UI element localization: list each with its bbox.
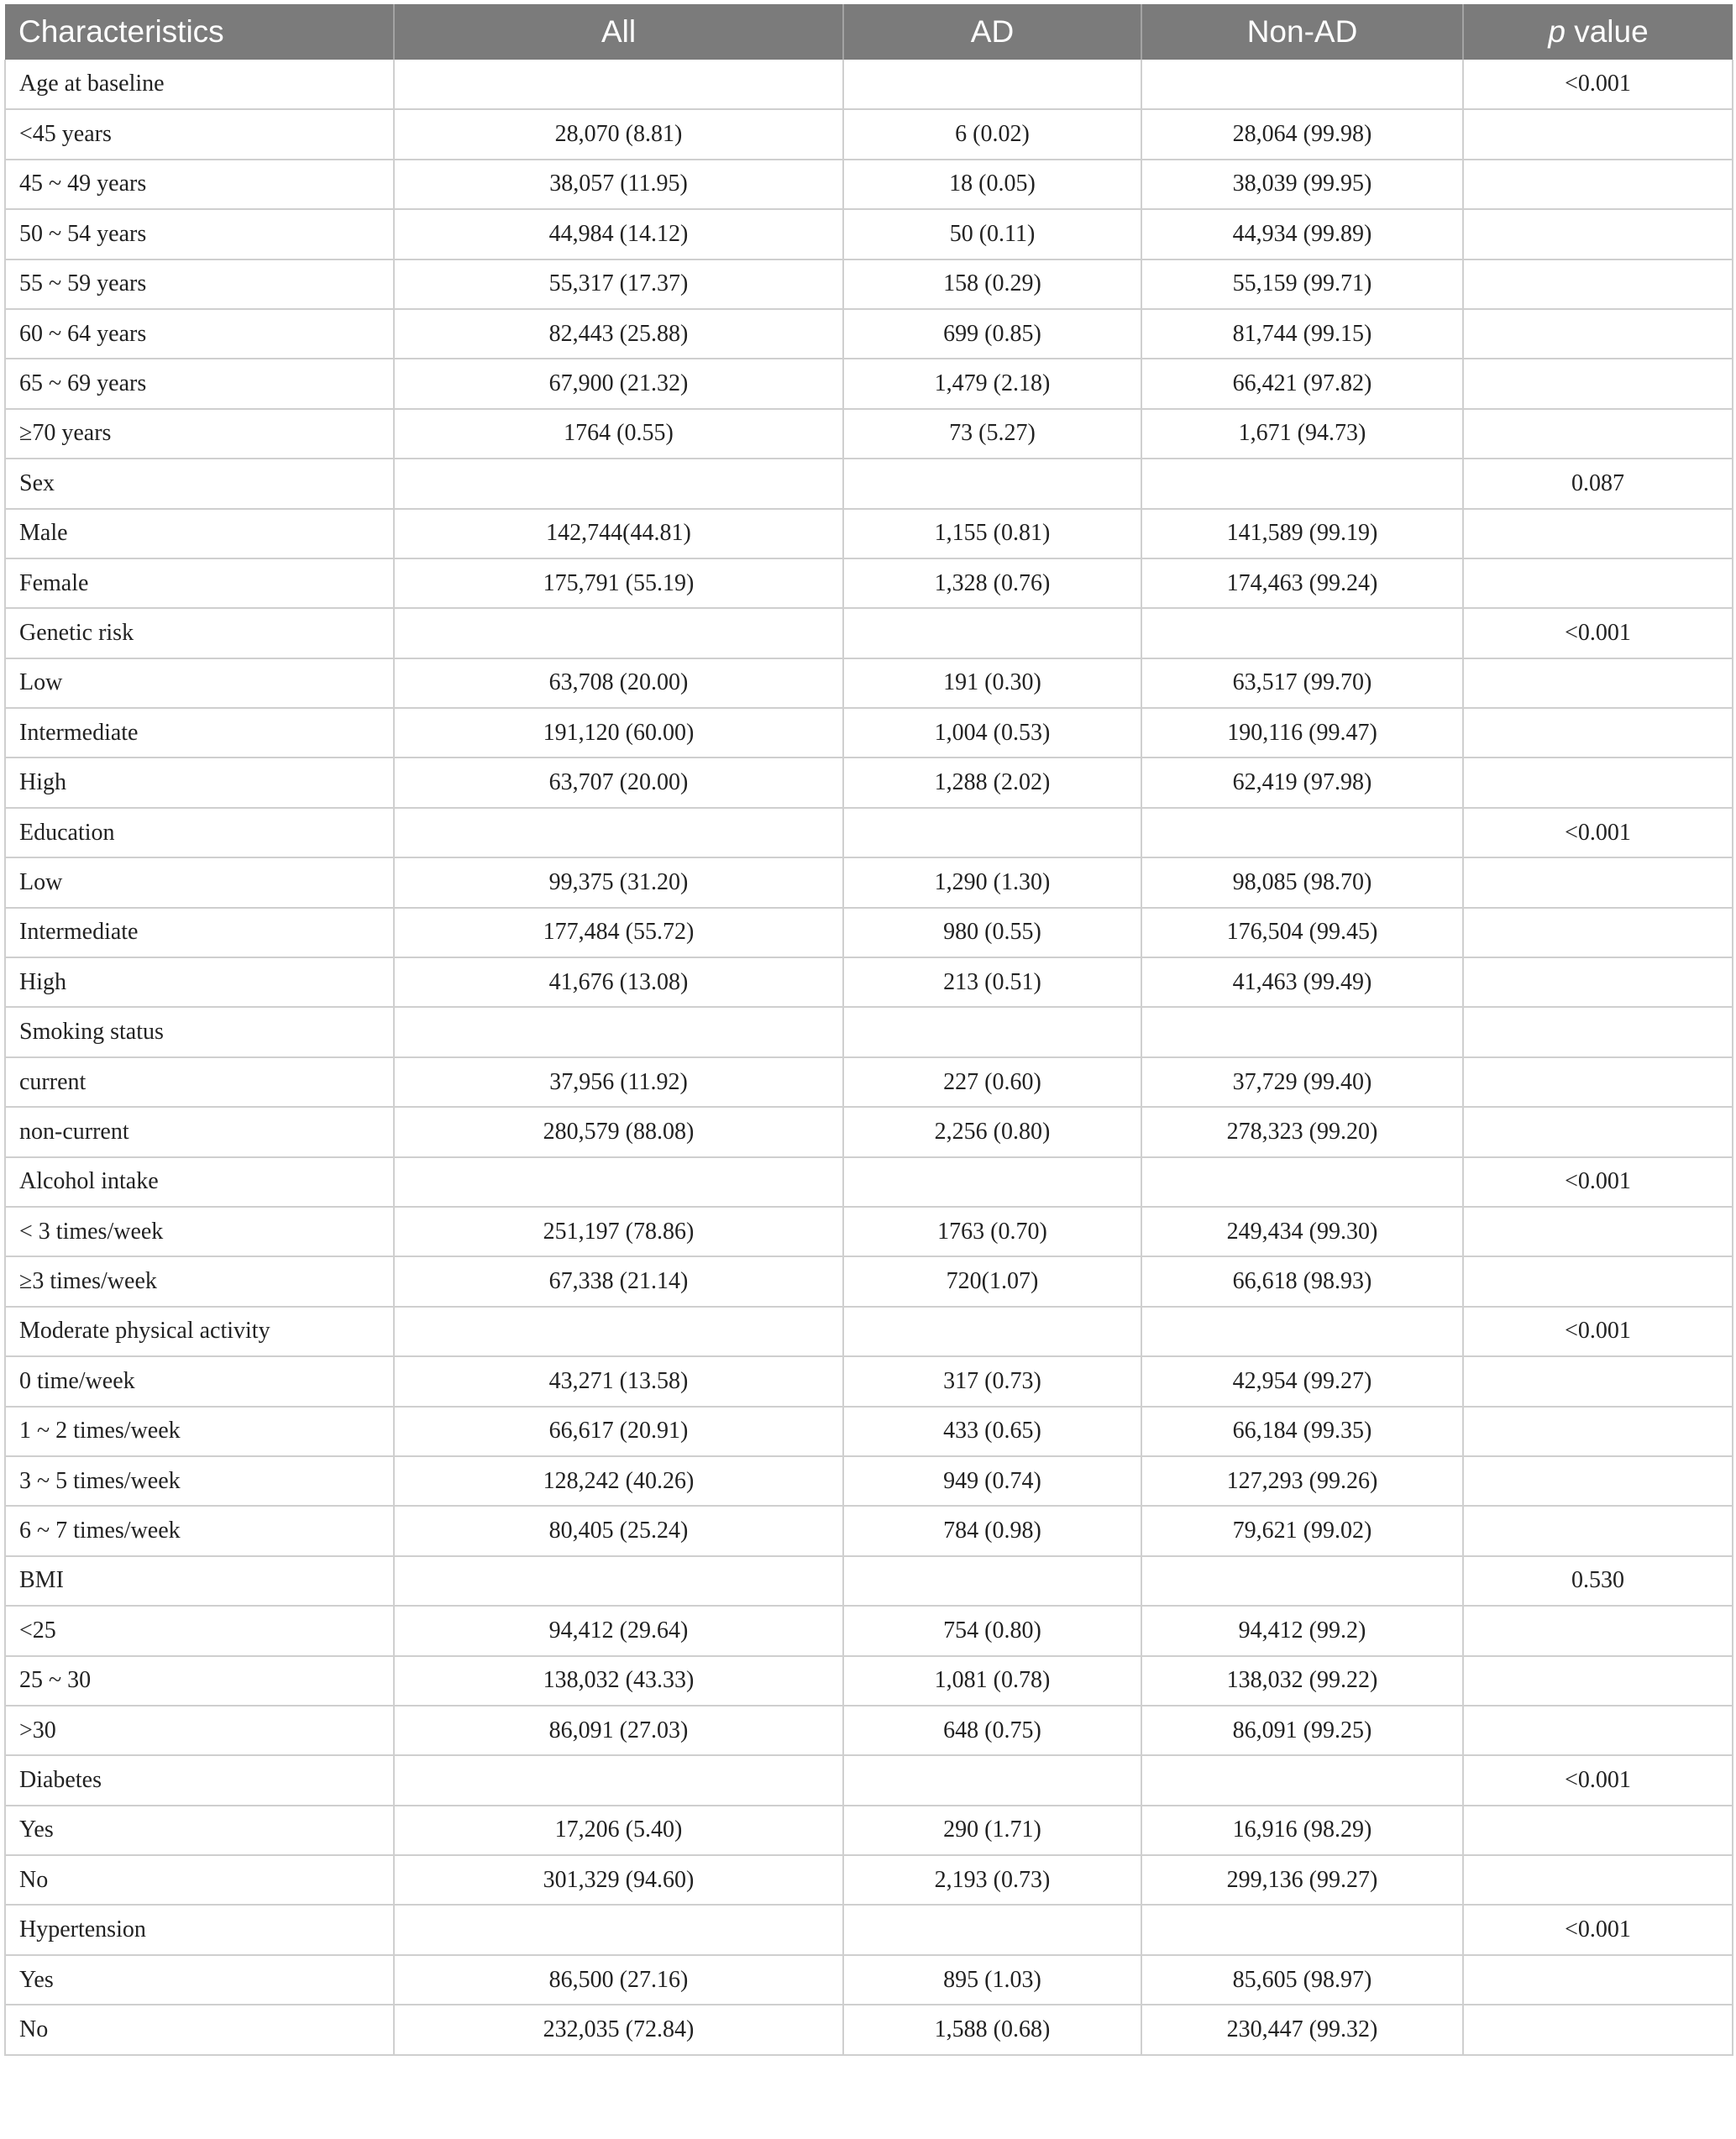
cell-non-ad: 79,621 (99.02) — [1141, 1506, 1463, 1555]
header-all: All — [394, 4, 843, 60]
cell-characteristic: Sex — [5, 459, 394, 508]
header-p-italic: p — [1548, 14, 1566, 49]
table-row — [5, 908, 1733, 957]
cell-ad — [843, 1157, 1141, 1207]
cell-ad: 433 (0.65) — [843, 1407, 1141, 1456]
cell-non-ad: 138,032 (99.22) — [1141, 1656, 1463, 1706]
table-row — [5, 1905, 1733, 1954]
cell-characteristic: <25 — [5, 1606, 394, 1655]
table-row — [5, 1606, 1733, 1655]
cell-all: 1764 (0.55) — [394, 409, 843, 459]
table-row — [5, 1307, 1733, 1356]
table-row — [5, 758, 1733, 807]
cell-ad: 895 (1.03) — [843, 1955, 1141, 2005]
cell-non-ad: 249,434 (99.30) — [1141, 1207, 1463, 1256]
table-body — [5, 60, 1733, 2055]
cell-characteristic: Low — [5, 857, 394, 907]
table-row — [5, 2005, 1733, 2054]
cell-p-value: <0.001 — [1463, 808, 1733, 857]
cell-characteristic: < 3 times/week — [5, 1207, 394, 1256]
cell-characteristic: <45 years — [5, 109, 394, 159]
cell-ad: 158 (0.29) — [843, 260, 1141, 309]
cell-all: 142,744(44.81) — [394, 509, 843, 558]
table-row — [5, 1556, 1733, 1606]
cell-p-value: <0.001 — [1463, 1755, 1733, 1805]
cell-p-value: <0.001 — [1463, 1905, 1733, 1954]
cell-characteristic: current — [5, 1057, 394, 1107]
table-header — [5, 4, 1733, 60]
table-row — [5, 1157, 1733, 1207]
cell-all: 63,708 (20.00) — [394, 658, 843, 708]
table-row — [5, 1407, 1733, 1456]
cell-ad: 213 (0.51) — [843, 957, 1141, 1007]
cell-ad — [843, 459, 1141, 508]
cell-p-value — [1463, 558, 1733, 608]
cell-p-value — [1463, 758, 1733, 807]
cell-p-value — [1463, 1506, 1733, 1555]
cell-all — [394, 1157, 843, 1207]
cell-characteristic: Diabetes — [5, 1755, 394, 1805]
cell-all: 251,197 (78.86) — [394, 1207, 843, 1256]
cell-all: 82,443 (25.88) — [394, 309, 843, 359]
cell-non-ad: 86,091 (99.25) — [1141, 1706, 1463, 1755]
cell-all — [394, 1556, 843, 1606]
cell-ad: 754 (0.80) — [843, 1606, 1141, 1655]
cell-non-ad: 55,159 (99.71) — [1141, 260, 1463, 309]
cell-characteristic: Hypertension — [5, 1905, 394, 1954]
header-value-text: value — [1565, 14, 1649, 49]
cell-characteristic: Genetic risk — [5, 608, 394, 658]
cell-non-ad: 98,085 (98.70) — [1141, 857, 1463, 907]
cell-all — [394, 1905, 843, 1954]
cell-p-value — [1463, 409, 1733, 459]
cell-non-ad — [1141, 1307, 1463, 1356]
cell-ad: 50 (0.11) — [843, 209, 1141, 259]
cell-p-value — [1463, 160, 1733, 209]
cell-ad: 1,004 (0.53) — [843, 708, 1141, 758]
cell-ad: 720(1.07) — [843, 1256, 1141, 1306]
cell-all: 94,412 (29.64) — [394, 1606, 843, 1655]
cell-p-value — [1463, 1606, 1733, 1655]
cell-non-ad — [1141, 1556, 1463, 1606]
cell-all: 67,900 (21.32) — [394, 359, 843, 408]
cell-non-ad — [1141, 608, 1463, 658]
cell-all — [394, 1307, 843, 1356]
cell-characteristic: BMI — [5, 1556, 394, 1606]
cell-ad: 648 (0.75) — [843, 1706, 1141, 1755]
cell-ad — [843, 1556, 1141, 1606]
characteristics-table — [4, 4, 1733, 2056]
cell-all: 41,676 (13.08) — [394, 957, 843, 1007]
cell-characteristic: Age at baseline — [5, 60, 394, 109]
cell-ad: 1,328 (0.76) — [843, 558, 1141, 608]
cell-non-ad: 41,463 (99.49) — [1141, 957, 1463, 1007]
cell-p-value — [1463, 1007, 1733, 1056]
cell-non-ad — [1141, 1157, 1463, 1207]
cell-all: 177,484 (55.72) — [394, 908, 843, 957]
cell-p-value — [1463, 957, 1733, 1007]
cell-characteristic: non-current — [5, 1107, 394, 1156]
cell-p-value — [1463, 309, 1733, 359]
cell-characteristic: ≥70 years — [5, 409, 394, 459]
table-row — [5, 1855, 1733, 1905]
cell-characteristic: Male — [5, 509, 394, 558]
cell-characteristic: Alcohol intake — [5, 1157, 394, 1207]
cell-ad — [843, 1905, 1141, 1954]
cell-ad: 290 (1.71) — [843, 1806, 1141, 1855]
cell-p-value — [1463, 2005, 1733, 2054]
table-row — [5, 1755, 1733, 1805]
cell-ad — [843, 808, 1141, 857]
cell-non-ad — [1141, 808, 1463, 857]
cell-characteristic: 3 ~ 5 times/week — [5, 1456, 394, 1506]
cell-characteristic: Intermediate — [5, 908, 394, 957]
cell-all: 67,338 (21.14) — [394, 1256, 843, 1306]
cell-p-value — [1463, 658, 1733, 708]
cell-non-ad: 190,116 (99.47) — [1141, 708, 1463, 758]
cell-all: 175,791 (55.19) — [394, 558, 843, 608]
table-row — [5, 1955, 1733, 2005]
cell-non-ad: 230,447 (99.32) — [1141, 2005, 1463, 2054]
table-row — [5, 109, 1733, 159]
cell-ad: 1,479 (2.18) — [843, 359, 1141, 408]
cell-p-value — [1463, 509, 1733, 558]
cell-all — [394, 608, 843, 658]
cell-characteristic: >30 — [5, 1706, 394, 1755]
cell-non-ad — [1141, 1905, 1463, 1954]
cell-all: 63,707 (20.00) — [394, 758, 843, 807]
table-row — [5, 160, 1733, 209]
cell-all: 301,329 (94.60) — [394, 1855, 843, 1905]
cell-all: 280,579 (88.08) — [394, 1107, 843, 1156]
table-row — [5, 857, 1733, 907]
table-row — [5, 1506, 1733, 1555]
table-row — [5, 1207, 1733, 1256]
cell-all — [394, 1007, 843, 1056]
table-row — [5, 708, 1733, 758]
cell-characteristic: No — [5, 2005, 394, 2054]
cell-non-ad: 66,421 (97.82) — [1141, 359, 1463, 408]
cell-p-value — [1463, 1107, 1733, 1156]
cell-p-value — [1463, 1456, 1733, 1506]
header-non-ad: Non-AD — [1141, 4, 1463, 60]
cell-all: 86,500 (27.16) — [394, 1955, 843, 2005]
cell-non-ad: 141,589 (99.19) — [1141, 509, 1463, 558]
cell-characteristic: Intermediate — [5, 708, 394, 758]
cell-p-value: 0.530 — [1463, 1556, 1733, 1606]
cell-p-value — [1463, 1256, 1733, 1306]
cell-non-ad: 81,744 (99.15) — [1141, 309, 1463, 359]
cell-non-ad: 1,671 (94.73) — [1141, 409, 1463, 459]
cell-all: 191,120 (60.00) — [394, 708, 843, 758]
cell-all: 43,271 (13.58) — [394, 1356, 843, 1406]
cell-p-value — [1463, 1955, 1733, 2005]
cell-all: 99,375 (31.20) — [394, 857, 843, 907]
cell-all: 37,956 (11.92) — [394, 1057, 843, 1107]
cell-non-ad: 42,954 (99.27) — [1141, 1356, 1463, 1406]
cell-non-ad: 85,605 (98.97) — [1141, 1955, 1463, 2005]
cell-ad: 73 (5.27) — [843, 409, 1141, 459]
cell-ad: 2,193 (0.73) — [843, 1855, 1141, 1905]
cell-p-value: <0.001 — [1463, 1307, 1733, 1356]
cell-all: 232,035 (72.84) — [394, 2005, 843, 2054]
table-row — [5, 1107, 1733, 1156]
table-row — [5, 309, 1733, 359]
table-row — [5, 808, 1733, 857]
cell-ad: 1,288 (2.02) — [843, 758, 1141, 807]
cell-non-ad — [1141, 60, 1463, 109]
cell-non-ad: 44,934 (99.89) — [1141, 209, 1463, 259]
table-row — [5, 260, 1733, 309]
cell-ad: 2,256 (0.80) — [843, 1107, 1141, 1156]
cell-characteristic: 60 ~ 64 years — [5, 309, 394, 359]
cell-characteristic: 45 ~ 49 years — [5, 160, 394, 209]
cell-characteristic: Female — [5, 558, 394, 608]
cell-ad: 317 (0.73) — [843, 1356, 1141, 1406]
cell-non-ad: 16,916 (98.29) — [1141, 1806, 1463, 1855]
cell-non-ad: 37,729 (99.40) — [1141, 1057, 1463, 1107]
cell-all — [394, 808, 843, 857]
cell-all — [394, 459, 843, 508]
cell-all: 66,617 (20.91) — [394, 1407, 843, 1456]
table-row — [5, 409, 1733, 459]
table-row — [5, 209, 1733, 259]
cell-non-ad: 62,419 (97.98) — [1141, 758, 1463, 807]
table-row — [5, 658, 1733, 708]
cell-all: 138,032 (43.33) — [394, 1656, 843, 1706]
cell-p-value — [1463, 708, 1733, 758]
table-row — [5, 1656, 1733, 1706]
cell-characteristic: Yes — [5, 1955, 394, 2005]
cell-ad: 18 (0.05) — [843, 160, 1141, 209]
cell-ad: 980 (0.55) — [843, 908, 1141, 957]
cell-ad: 227 (0.60) — [843, 1057, 1141, 1107]
cell-characteristic: 65 ~ 69 years — [5, 359, 394, 408]
cell-all: 44,984 (14.12) — [394, 209, 843, 259]
cell-non-ad: 66,618 (98.93) — [1141, 1256, 1463, 1306]
cell-ad: 1,290 (1.30) — [843, 857, 1141, 907]
cell-p-value — [1463, 1207, 1733, 1256]
cell-all: 86,091 (27.03) — [394, 1706, 843, 1755]
table-row — [5, 1256, 1733, 1306]
cell-all: 128,242 (40.26) — [394, 1456, 843, 1506]
cell-characteristic: Yes — [5, 1806, 394, 1855]
cell-p-value — [1463, 1806, 1733, 1855]
cell-characteristic: 1 ~ 2 times/week — [5, 1407, 394, 1456]
header-p-value — [1463, 4, 1733, 60]
table-row — [5, 1706, 1733, 1755]
cell-p-value — [1463, 1356, 1733, 1406]
cell-characteristic: 6 ~ 7 times/week — [5, 1506, 394, 1555]
cell-characteristic: 55 ~ 59 years — [5, 260, 394, 309]
cell-characteristic: High — [5, 957, 394, 1007]
cell-non-ad: 63,517 (99.70) — [1141, 658, 1463, 708]
cell-ad: 1,155 (0.81) — [843, 509, 1141, 558]
cell-non-ad: 127,293 (99.26) — [1141, 1456, 1463, 1506]
cell-all — [394, 1755, 843, 1805]
cell-non-ad: 174,463 (99.24) — [1141, 558, 1463, 608]
cell-all: 17,206 (5.40) — [394, 1806, 843, 1855]
cell-all: 38,057 (11.95) — [394, 160, 843, 209]
cell-p-value — [1463, 1656, 1733, 1706]
cell-characteristic: Low — [5, 658, 394, 708]
table-row — [5, 1456, 1733, 1506]
cell-characteristic: 50 ~ 54 years — [5, 209, 394, 259]
cell-characteristic: Moderate physical activity — [5, 1307, 394, 1356]
cell-characteristic: Smoking status — [5, 1007, 394, 1056]
cell-p-value — [1463, 1057, 1733, 1107]
cell-ad — [843, 1307, 1141, 1356]
cell-non-ad — [1141, 459, 1463, 508]
table-row — [5, 1057, 1733, 1107]
header-ad: AD — [843, 4, 1141, 60]
cell-non-ad: 94,412 (99.2) — [1141, 1606, 1463, 1655]
cell-all: 80,405 (25.24) — [394, 1506, 843, 1555]
cell-ad: 949 (0.74) — [843, 1456, 1141, 1506]
table-row — [5, 60, 1733, 109]
cell-ad — [843, 608, 1141, 658]
cell-ad — [843, 60, 1141, 109]
cell-characteristic: High — [5, 758, 394, 807]
cell-non-ad: 176,504 (99.45) — [1141, 908, 1463, 957]
cell-ad: 1763 (0.70) — [843, 1207, 1141, 1256]
cell-p-value — [1463, 1407, 1733, 1456]
cell-p-value — [1463, 1706, 1733, 1755]
cell-p-value — [1463, 1855, 1733, 1905]
table-row — [5, 509, 1733, 558]
cell-all — [394, 60, 843, 109]
cell-all: 28,070 (8.81) — [394, 109, 843, 159]
cell-ad: 1,081 (0.78) — [843, 1656, 1141, 1706]
cell-non-ad: 278,323 (99.20) — [1141, 1107, 1463, 1156]
cell-ad: 784 (0.98) — [843, 1506, 1141, 1555]
cell-p-value — [1463, 857, 1733, 907]
cell-p-value — [1463, 359, 1733, 408]
cell-characteristic: 0 time/week — [5, 1356, 394, 1406]
table-row — [5, 957, 1733, 1007]
cell-p-value — [1463, 260, 1733, 309]
cell-p-value: <0.001 — [1463, 60, 1733, 109]
header-characteristics: Characteristics — [5, 4, 394, 60]
cell-non-ad: 28,064 (99.98) — [1141, 109, 1463, 159]
cell-non-ad: 38,039 (99.95) — [1141, 160, 1463, 209]
cell-p-value — [1463, 908, 1733, 957]
cell-p-value — [1463, 109, 1733, 159]
cell-ad — [843, 1007, 1141, 1056]
cell-all: 55,317 (17.37) — [394, 260, 843, 309]
cell-ad — [843, 1755, 1141, 1805]
cell-p-value: <0.001 — [1463, 608, 1733, 658]
table-row — [5, 1007, 1733, 1056]
cell-ad: 699 (0.85) — [843, 309, 1141, 359]
cell-characteristic: Education — [5, 808, 394, 857]
cell-characteristic: 25 ~ 30 — [5, 1656, 394, 1706]
table-row — [5, 459, 1733, 508]
cell-non-ad: 66,184 (99.35) — [1141, 1407, 1463, 1456]
table-row — [5, 1356, 1733, 1406]
cell-ad: 6 (0.02) — [843, 109, 1141, 159]
cell-characteristic: No — [5, 1855, 394, 1905]
table-row — [5, 608, 1733, 658]
cell-non-ad — [1141, 1755, 1463, 1805]
cell-characteristic: ≥3 times/week — [5, 1256, 394, 1306]
cell-non-ad: 299,136 (99.27) — [1141, 1855, 1463, 1905]
cell-non-ad — [1141, 1007, 1463, 1056]
table-row — [5, 1806, 1733, 1855]
cell-p-value — [1463, 209, 1733, 259]
table-row — [5, 558, 1733, 608]
header-row — [5, 4, 1733, 60]
cell-ad: 1,588 (0.68) — [843, 2005, 1141, 2054]
cell-ad: 191 (0.30) — [843, 658, 1141, 708]
table-row — [5, 359, 1733, 408]
cell-p-value: 0.087 — [1463, 459, 1733, 508]
cell-p-value: <0.001 — [1463, 1157, 1733, 1207]
